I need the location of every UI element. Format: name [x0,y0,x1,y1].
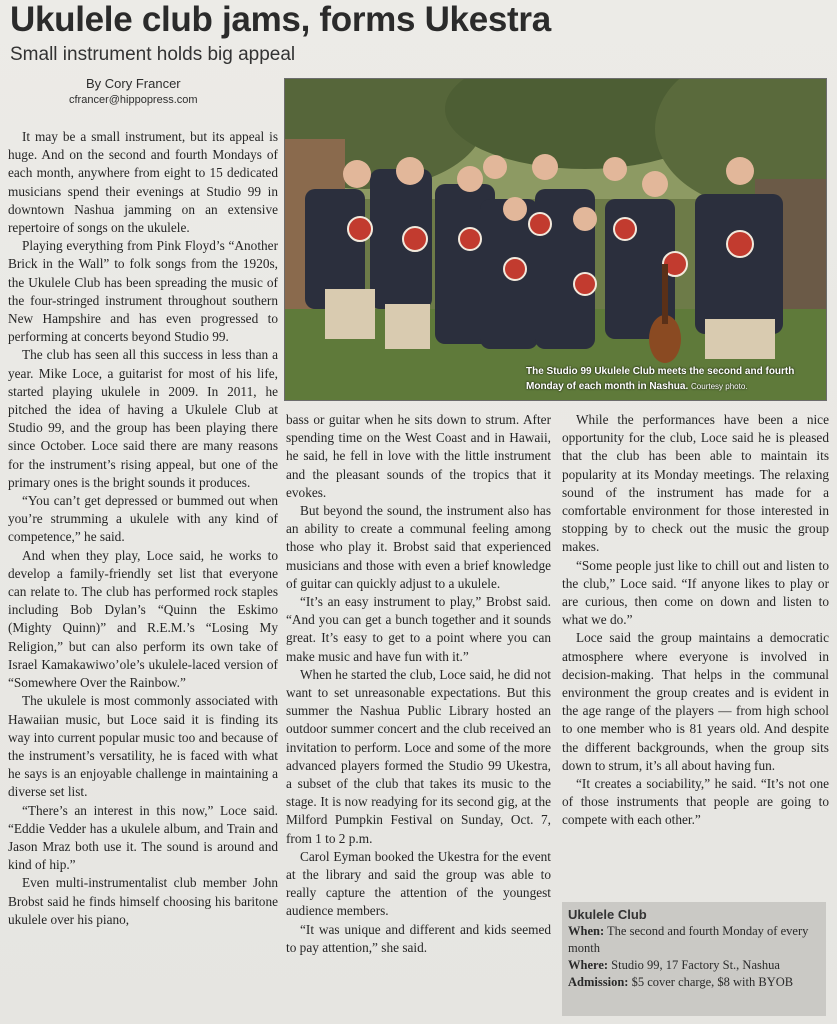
paragraph: “It’s an easy instrument to play,” Brobst said. “And you can get a bunch together and it sounds great. It’s easy to get to a point where you can make music and have fun with it.” [286,594,551,664]
paragraph: “There’s an interest in this now,” Loce said. “Eddie Vedder has a ukulele album, and Train and Jason Mraz both use it. The sound is around and kind of hip.” [8,802,278,873]
paragraph: “You can’t get depressed or bummed out when you’re strumming a ukulele with any kind of competence,” he said. [8,493,278,545]
info-when-value: The second and fourth Monday of every month [568,924,809,955]
article-column-1 [8,128,278,929]
paragraph: Carol Eyman booked the Ukestra for the event at the library and said the group was able to really capture the attention of the youngest audience members. [286,848,551,919]
paragraph: It may be a small instrument, but its appeal is huge. And on the second and fourth Mondays of each month, anywhere from eight to 15 dedicated musicians spend their evenings at Studio 99 in downtown Nashua jamming on an extensive repertoire of songs on the ukulele. [8,129,278,236]
paragraph: Playing everything from Pink Floyd’s “Another Brick in the Wall” to folk songs from the 1920s, the Ukulele Club has been spreading the music of the four-stringed instrument throughout southern New Hampshire and has even progressed to performing at concerts beyond Studio 99. [8,238,278,345]
paragraph: When he started the club, Loce said, he did not want to set unreasonable expectations. But this summer the Nashua Public Library hosted an outdoor summer concert and the club received an invitation to perform. Loce and some of the more advanced players formed the Studio 99 Ukestra, a subset of the club that takes its music to the stage. It is now readying for its second gig, at the Milford Pumpkin Festival on Sunday, Oct. 7, from 1 to 2 p.m. [286,666,551,846]
info-admission [568,974,820,991]
paragraph: bass or guitar when he sits down to strum. After spending time on the West Coast and in Hawaii, he said, he fell in love with the little instrument and the pleasant sounds of the tropics that it evokes. [286,412,551,500]
photo-credit: Courtesy photo. [691,382,748,391]
paragraph: Even multi-instrumentalist club member John Brobst said he finds himself choosing his baritone ukulele over his piano, [8,875,278,927]
event-info-box [562,902,826,1016]
paragraph: While the performances have been a nice opportunity for the club, Loce said he is pleased that the club has been able to maintain its popularity at its Monday meetings. The relaxing sound of the instrument has made for a comfortable environment for those interested in stopping by to check out the music the group makes. [562,412,829,555]
info-where-label: Where: [568,958,609,972]
info-admission-value: $5 cover charge, $8 with BYOB [631,975,794,989]
info-where [568,957,820,974]
info-admission-label: Admission: [568,975,629,989]
info-box-title: Ukulele Club [568,907,647,922]
paragraph: But beyond the sound, the instrument also has an ability to create a communal feeling among those who play it. Brobst said that experienced musicians and those with even a brief knowledge of guitar can quickly adjust to a ukulele. [286,503,551,591]
paragraph: “It was unique and different and kids seemed to pay attention,” she said. [286,921,551,955]
group-photo-illustration [285,79,826,400]
headline: Ukulele club jams, forms Ukestra [10,0,551,39]
author-email: cfrancer@hippopress.com [69,94,198,106]
article-column-3 [562,411,829,830]
info-where-value: Studio 99, 17 Factory St., Nashua [611,958,780,972]
photo-caption [522,362,830,396]
byline: By Cory Francer [86,76,181,91]
info-when-label: When: [568,924,605,938]
paragraph: “Some people just like to chill out and listen to the club,” Loce said. “If anyone likes to play or are curious, then come on down and listen to what we do.” [562,557,829,628]
paragraph: And when they play, Loce said, he works to develop a family-friendly set list that everyone can relate to. The club has performed rock staples including Bob Dylan’s “Quinn the Eskimo (Mighty Quinn)” and R.E.M.’s “Losing My Religion,” but can also perform its own take of Israel Kamakawiwo’ole’s ukulele-laced version of “Somewhere Over the Rainbow.” [8,547,278,691]
paragraph: The club has seen all this success in less than a year. Mike Loce, a guitarist for most of his life, started playing ukulele in 2009. In 2011, he pitched the idea of having a Ukulele Club at Studio 99, and the group has been playing there since October. Loce said there are many reasons for the instrument’s rising appeal, but one of the primary ones is the bright sounds it produces. [8,347,278,490]
paragraph: Loce said the group maintains a democratic atmosphere where everyone is involved in decision-making. That helps in the communal environment the group creates and is evident in the age range of the players — from high school to one member who is 81 years old. And despite the different backgrounds, when the group sits down to strum, it’s all about having fun. [562,630,829,773]
article-column-2 [286,411,551,957]
photo-caption-text: The Studio 99 Ukulele Club meets the second and fourth Monday of each month in Nashua. [526,366,795,392]
group-photo [284,78,827,401]
subheadline: Small instrument holds big appeal [10,44,296,65]
paragraph: The ukulele is most commonly associated with Hawaiian music, but Loce said it is finding its way into current popular music too and because of the instrument’s versatility, he is faced with what he says is an enjoyable challenge in maintaining a diverse set list. [8,693,278,800]
paragraph: “It creates a sociability,” he said. “It’s not one of those instruments that people are going to compete with each other.” [562,776,829,828]
info-when [568,923,820,957]
